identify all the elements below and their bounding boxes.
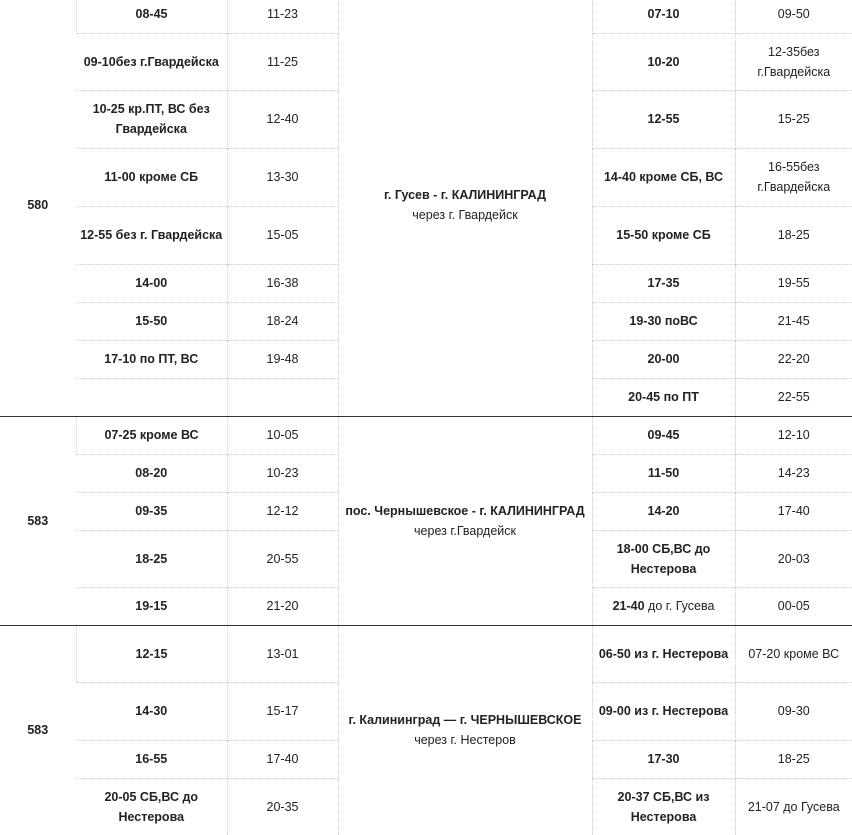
return-arrival-time: 09-30 xyxy=(735,682,852,740)
table-row xyxy=(0,416,852,454)
return-departure-time: 20-00 xyxy=(592,340,735,378)
return-arrival-time: 12-10 xyxy=(735,416,852,454)
return-departure-time: 10-20 xyxy=(592,33,735,90)
route-name: г. Калининград — г. ЧЕРНЫШЕВСКОЕ xyxy=(348,713,582,728)
arrival-time: 10-23 xyxy=(227,454,338,492)
return-departure-time: 17-30 xyxy=(592,740,735,778)
route-via: через г.Гвардейск xyxy=(414,523,516,538)
route-via: через г. Гвардейск xyxy=(412,208,518,223)
departure-time: 14-30 xyxy=(76,682,227,740)
return-arrival-time: 12-35без г.Гвардейска xyxy=(735,33,852,90)
return-arrival-time: 21-07 до Гусева xyxy=(735,778,852,835)
return-arrival-time: 17-40 xyxy=(735,492,852,530)
arrival-time: 11-23 xyxy=(227,0,338,33)
arrival-time: 13-30 xyxy=(227,148,338,206)
return-departure-time: 09-00 из г. Нестерова xyxy=(592,682,735,740)
arrival-time: 13-01 xyxy=(227,625,338,682)
arrival-time: 15-17 xyxy=(227,682,338,740)
return-departure-time: 14-40 кроме СБ, ВС xyxy=(592,148,735,206)
route-cell xyxy=(338,0,592,416)
arrival-time: 21-20 xyxy=(227,587,338,625)
departure-time: 14-00 xyxy=(76,264,227,302)
arrival-time: 20-35 xyxy=(227,778,338,835)
return-departure-time: 19-30 поВС xyxy=(592,302,735,340)
arrival-time: 12-12 xyxy=(227,492,338,530)
return-departure-time: 11-50 xyxy=(592,454,735,492)
arrival-time: 18-24 xyxy=(227,302,338,340)
return-arrival-time: 19-55 xyxy=(735,264,852,302)
return-departure-time: 17-35 xyxy=(592,264,735,302)
arrival-time: 20-55 xyxy=(227,530,338,587)
route-cell xyxy=(338,416,592,625)
arrival-time: 12-40 xyxy=(227,90,338,148)
return-arrival-time: 15-25 xyxy=(735,90,852,148)
return-departure-time: 15-50 кроме СБ xyxy=(592,206,735,264)
return-departure-time: 07-10 xyxy=(592,0,735,33)
arrival-time: 16-38 xyxy=(227,264,338,302)
return-arrival-time: 22-55 xyxy=(735,378,852,416)
return-departure-time: 20-37 СБ,ВС из Нестерова xyxy=(592,778,735,835)
route-number: 580 xyxy=(27,198,49,213)
return-departure-time xyxy=(592,587,735,625)
return-departure-time-value: 21-40 xyxy=(612,599,645,613)
return-arrival-time: 20-03 xyxy=(735,530,852,587)
arrival-time: 15-05 xyxy=(227,206,338,264)
departure-time: 07-25 кроме ВС xyxy=(76,416,227,454)
departure-time: 11-00 кроме СБ xyxy=(76,148,227,206)
departure-time: 08-45 xyxy=(76,0,227,33)
departure-time: 19-15 xyxy=(76,587,227,625)
route-number: 583 xyxy=(0,416,76,625)
departure-time: 09-10без г.Гвардейска xyxy=(76,33,227,90)
return-departure-time: 09-45 xyxy=(592,416,735,454)
return-arrival-time: 00-05 xyxy=(735,587,852,625)
table-row xyxy=(0,625,852,682)
arrival-time: 19-48 xyxy=(227,340,338,378)
return-arrival-time: 07-20 кроме ВС xyxy=(735,625,852,682)
departure-time: 18-25 xyxy=(76,530,227,587)
departure-time: 15-50 xyxy=(76,302,227,340)
arrival-time: 11-25 xyxy=(227,33,338,90)
arrival-time: 17-40 xyxy=(227,740,338,778)
return-arrival-time: 21-45 xyxy=(735,302,852,340)
arrival-time xyxy=(227,378,338,416)
departure-time: 08-20 xyxy=(76,454,227,492)
return-departure-time: 18-00 СБ,ВС до Нестерова xyxy=(592,530,735,587)
departure-time xyxy=(76,378,227,416)
table-row xyxy=(0,0,852,33)
return-departure-time: 06-50 из г. Нестерова xyxy=(592,625,735,682)
route-name: г. Гусев - г. КАЛИНИНГРАД xyxy=(383,188,547,203)
return-arrival-time: 22-20 xyxy=(735,340,852,378)
return-arrival-time: 18-25 xyxy=(735,740,852,778)
return-arrival-time: 14-23 xyxy=(735,454,852,492)
return-arrival-time: 18-25 xyxy=(735,206,852,264)
return-departure-time: 14-20 xyxy=(592,492,735,530)
return-arrival-time: 09-50 xyxy=(735,0,852,33)
return-departure-time: 20-45 по ПТ xyxy=(592,378,735,416)
departure-time: 20-05 СБ,ВС до Нестерова xyxy=(76,778,227,835)
route-name: пос. Чернышевское - г. КАЛИНИНГРАД xyxy=(345,503,585,518)
departure-time: 16-55 xyxy=(76,740,227,778)
return-arrival-time: 16-55без г.Гвардейска xyxy=(735,148,852,206)
arrival-time: 10-05 xyxy=(227,416,338,454)
departure-time: 09-35 xyxy=(76,492,227,530)
route-cell xyxy=(338,625,592,835)
departure-time: 12-55 без г. Гвардейска xyxy=(76,206,227,264)
return-departure-note: до г. Гусева xyxy=(648,599,715,613)
return-departure-time: 12-55 xyxy=(592,90,735,148)
route-number: 583 xyxy=(0,625,76,835)
route-via: через г. Нестеров xyxy=(414,733,516,748)
departure-time: 10-25 кр.ПТ, ВС без Гвардейска xyxy=(76,90,227,148)
departure-time: 12-15 xyxy=(76,625,227,682)
departure-time: 17-10 по ПТ, ВС xyxy=(76,340,227,378)
